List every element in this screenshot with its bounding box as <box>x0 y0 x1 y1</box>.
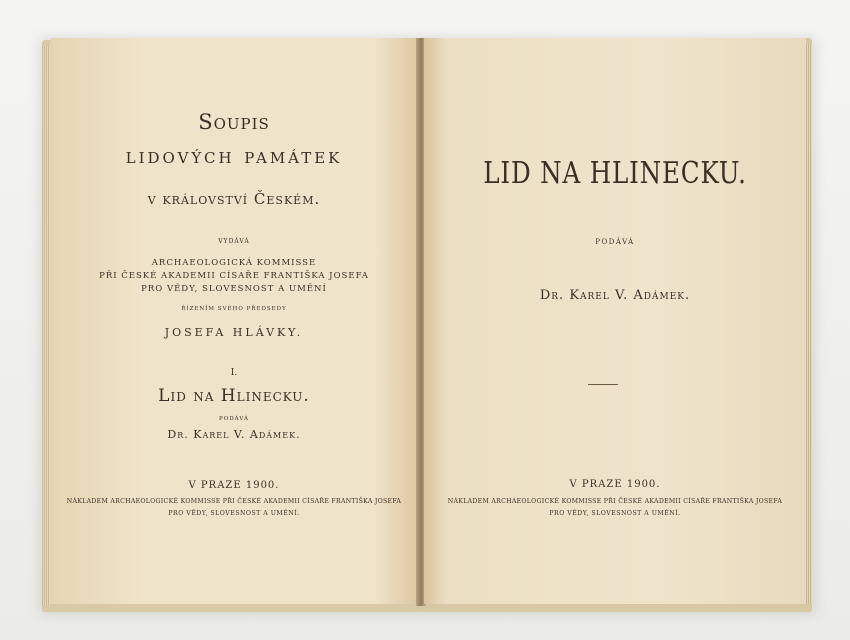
place-year-right: V PRAZE 1900. <box>569 479 661 490</box>
author-right: Dr. Karel V. Adámek. <box>539 288 691 303</box>
chairman-name: JOSEFA HLÁVKY. <box>164 326 304 339</box>
author-left: Dr. Karel V. Adámek. <box>167 428 301 441</box>
volume-title: Lid na Hlinecku. <box>158 386 310 406</box>
publisher-line2: PŘI ČESKÉ AKADEMII CÍSAŘE FRANTIŠKA JOSEFA <box>99 271 369 281</box>
vydava-label: VYDÁVÁ <box>218 238 250 245</box>
podava-label-right: PODÁVÁ <box>595 238 635 246</box>
imprint-line2-left: PRO VĚDY, SLOVESNOST A UMĚNÍ. <box>168 510 300 517</box>
imprint-line1-right: NÁKLADEM ARCHAEOLOGICKÉ KOMMISSE PŘI ČESKÉ AKADEMII CÍSAŘE FRANTIŠKA JOSEFA <box>447 498 783 505</box>
series-title-line2: lidových památek <box>125 144 343 168</box>
left-page-edges <box>42 46 50 606</box>
divider-rule <box>588 384 618 385</box>
right-page <box>424 38 806 604</box>
series-title-line1: Soupis <box>198 110 270 134</box>
right-page-edges <box>806 44 812 604</box>
place-year-left: V PRAZE 1900. <box>188 480 280 491</box>
series-title-line3: v království Českém. <box>147 190 321 208</box>
left-page <box>50 38 418 604</box>
publisher-line3: PRO VĚDY, SLOVESNOST A UMĚNÍ <box>141 284 327 294</box>
imprint-line1-left: NÁKLADEM ARCHAEOLOGICKÉ KOMMISSE PŘI ČESKÉ AKADEMII CÍSAŘE FRANTIŠKA JOSEFA <box>66 498 402 505</box>
rizenim-label: ŘÍZENÍM SVÉHO PŘEDSEDY <box>181 306 287 312</box>
publisher-line1: ARCHAEOLOGICKÁ KOMMISSE <box>151 258 317 268</box>
book-title: LID NA HLINECKU. <box>483 156 747 191</box>
podava-label-left: PODÁVÁ <box>219 416 249 422</box>
volume-number: I. <box>230 368 238 378</box>
imprint-line2-right: PRO VĚDY, SLOVESNOST A UMĚNÍ. <box>549 510 681 517</box>
